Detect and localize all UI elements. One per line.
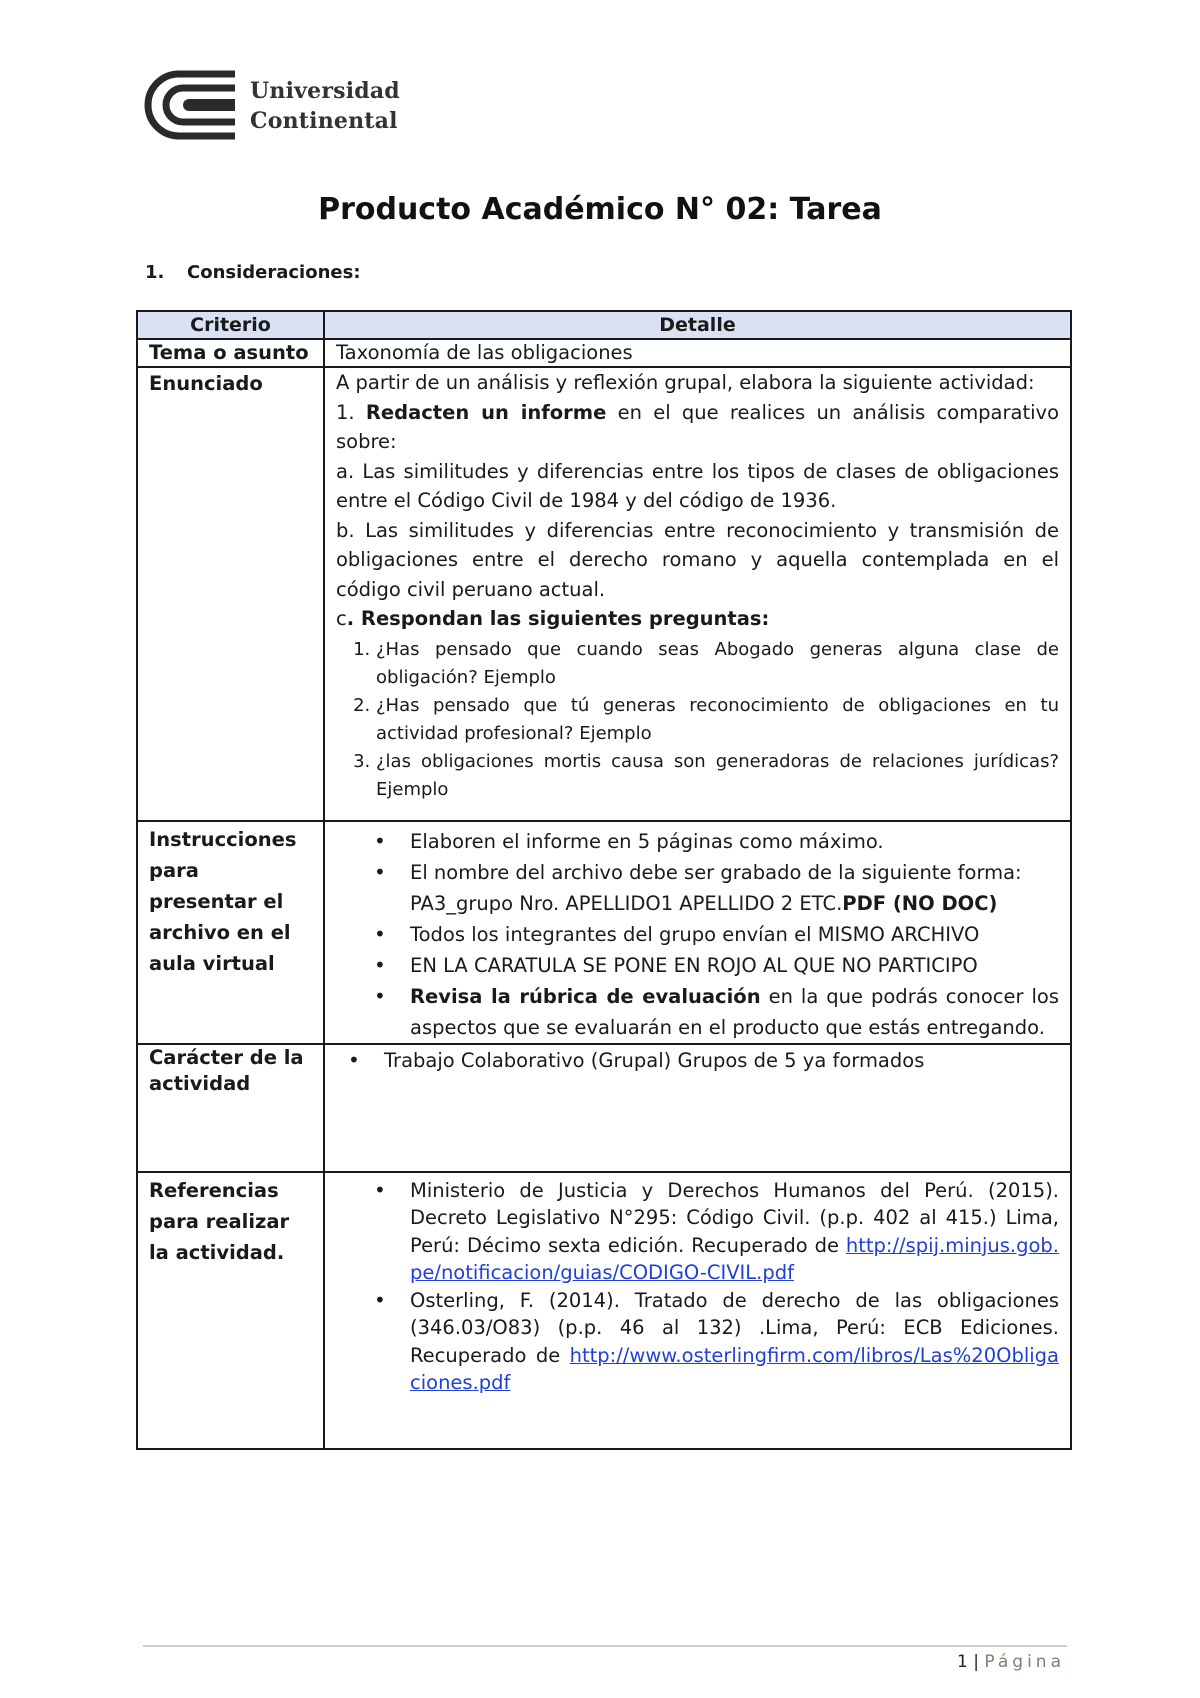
table-header-row	[137, 311, 1071, 339]
instrucciones-label: Instrucciones para presentar el archivo en el aula virtual	[137, 821, 324, 1044]
enunciado-point-b: b. Las similitudes y diferencias entre reconocimiento y transmisión de obligaciones entre el derecho romano y aquella contemplada en el código civil peruano actual.	[336, 518, 1059, 601]
point-1-rest: en el que realices un análisis comparativo sobre:	[336, 400, 1060, 453]
reference-2-text: Osterling, F. (2014). Tratado de derecho de las obligaciones (346.03/O83) (p.p. 46 al 132) .Lima, Perú: ECB Ediciones. Recuperado de	[410, 1288, 1059, 1367]
instruction-2-text: El nombre del archivo debe ser grabado de la siguiente forma: PA3_grupo Nro. APELLIDO1 APELLIDO 2 ETC.	[410, 860, 1022, 915]
header-detalle: Detalle	[324, 311, 1071, 339]
page-number: 1	[957, 1652, 968, 1672]
reference-1-text: Ministerio de Justicia y Derechos Humanos del Perú. (2015). Decreto Legislativo N°295: Código Civil. (p.p. 402 al 415.) Lima, Perú: Décimo sexta edición. Recuperado de	[410, 1178, 1059, 1257]
instructions-list	[336, 826, 1059, 1043]
caracter-item: • Trabajo Colaborativo (Grupal) Grupos de 5 ya formados	[384, 1045, 1059, 1076]
instrucciones-content	[324, 821, 1071, 1044]
table-row-referencias	[137, 1172, 1071, 1449]
footer-separator: |	[973, 1652, 979, 1672]
table-row-caracter	[137, 1044, 1071, 1172]
logo-line-1: Universidad	[250, 78, 400, 104]
questions-list	[336, 636, 1059, 804]
enunciado-intro: A partir de un análisis y reflexión grupal, elabora la siguiente actividad:	[336, 371, 1035, 394]
caracter-list	[336, 1045, 1059, 1076]
instruction-item	[410, 981, 1059, 1043]
instruction-item: • Todos los integrantes del grupo envían el MISMO ARCHIVO	[410, 919, 1059, 950]
logo-line-2: Continental	[250, 108, 398, 134]
footer-divider	[143, 1645, 1067, 1647]
point-c-prefix: c	[336, 607, 347, 630]
question-item: 1. ¿Has pensado que cuando seas Abogado generas alguna clase de obligación? Ejemplo	[376, 636, 1059, 692]
enunciado-label: Enunciado	[137, 367, 324, 821]
referencias-content	[324, 1172, 1071, 1449]
reference-2-link[interactable]: http://www.osterlingfirm.com/libros/Las%20Obligaciones.pdf	[410, 1343, 1059, 1394]
section-number: 1.	[145, 262, 165, 283]
considerations-table	[136, 310, 1072, 1450]
logo-wordmark	[250, 76, 400, 136]
enunciado-point-a: a. Las similitudes y diferencias entre los tipos de clases de obligaciones entre el Código Civil de 1984 y del código de 1936.	[336, 459, 1059, 512]
reference-1-link[interactable]: http://spij.minjus.gob.pe/notificacion/guias/CODIGO-CIVIL.pdf	[410, 1233, 1059, 1284]
caracter-content	[324, 1044, 1071, 1172]
page-word: Página	[984, 1652, 1065, 1672]
question-item: 3. ¿las obligaciones mortis causa son generadoras de relaciones jurídicas? Ejemplo	[376, 748, 1059, 804]
referencias-label: Referencias para realizar la actividad.	[137, 1172, 324, 1449]
point-1-number: 1.	[336, 400, 366, 424]
table-row-enunciado	[137, 367, 1071, 821]
references-list	[336, 1177, 1059, 1397]
point-c-bold: . Respondan las siguientes preguntas:	[346, 607, 770, 630]
point-1-bold: Redacten un informe	[365, 400, 607, 424]
caracter-label: Carácter de la actividad	[137, 1044, 324, 1172]
instruction-item: • Elaboren el informe en 5 páginas como máximo.	[410, 826, 1059, 857]
reference-item	[410, 1287, 1059, 1397]
university-logo	[143, 70, 403, 142]
page-footer	[957, 1652, 1065, 1672]
tema-value: Taxonomía de las obligaciones	[324, 339, 1071, 367]
section-heading	[145, 262, 361, 283]
instruction-item: • EN LA CARATULA SE PONE EN ROJO AL QUE NO PARTICIPO	[410, 950, 1059, 981]
header-criterio: Criterio	[137, 311, 324, 339]
logo-mark-icon	[143, 70, 239, 140]
enunciado-point-c	[336, 604, 1059, 634]
reference-item	[410, 1177, 1059, 1287]
tema-label: Tema o asunto	[137, 339, 324, 367]
table-row-instrucciones	[137, 821, 1071, 1044]
instruction-item	[410, 857, 1059, 919]
instruction-5-bold: Revisa la rúbrica de evaluación	[410, 984, 761, 1008]
enunciado-point-1	[336, 398, 1059, 457]
enunciado-content	[324, 367, 1071, 821]
instruction-2-bold: PDF (NO DOC)	[842, 891, 998, 915]
page-title: Producto Académico N° 02: Tarea	[318, 192, 882, 227]
table-row-tema	[137, 339, 1071, 367]
instruction-5-rest: en la que podrás conocer los aspectos que se evaluarán en el producto que estás entregando.	[410, 984, 1059, 1039]
question-item: 2. ¿Has pensado que tú generas reconocimiento de obligaciones en tu actividad profesional? Ejemplo	[376, 692, 1059, 748]
section-label: Consideraciones:	[187, 262, 361, 283]
